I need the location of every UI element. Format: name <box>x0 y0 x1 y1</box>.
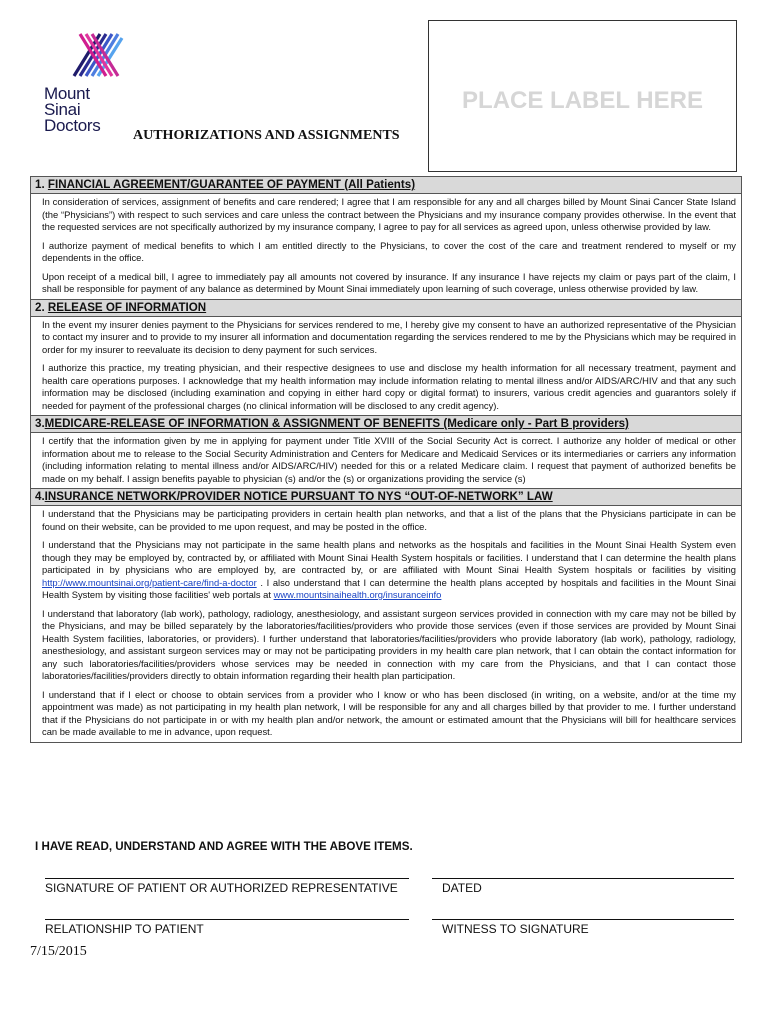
section-financial-agreement <box>31 177 741 299</box>
paragraph: I authorize payment of medical benefits to which I am entitled directly to the Physicians, to cover the cost of the care and treatment rendered to myself or my dependents in the office. <box>42 239 736 263</box>
section-heading <box>31 416 741 433</box>
section-title: FINANCIAL AGREEMENT/GUARANTEE OF PAYMENT (All Patients) <box>47 178 416 191</box>
logo-line-sinai: Sinai <box>44 100 81 119</box>
paragraph: I understand that the Physicians may be participating providers in certain health plan networks, and that a list of the plans that the Physicians participate in can be found on their website, can be provided to me upon request, and may be posted in the office. <box>42 508 736 532</box>
form-title: AUTHORIZATIONS AND ASSIGNMENTS <box>133 128 400 143</box>
paragraph-text: . I also understand that I can determine the health plans accepted by hospitals and facilities in the Mount Sinai Health System by visiting those facilities' web portals at <box>42 576 736 600</box>
place-label-text: PLACE LABEL HERE <box>462 87 703 114</box>
section-title: RELEASE OF INFORMATION <box>47 300 207 314</box>
agreement-statement: I HAVE READ, UNDERSTAND AND AGREE WITH THE ABOVE ITEMS. <box>35 840 413 853</box>
section-heading <box>31 177 741 194</box>
paragraph: I understand that laboratory (lab work), pathology, radiology, anesthesiology, and assistant surgeon services provided in connection with my care may not be billed by the Physicians, and may be billed separately by the laboratories/facilities/providers who provide those services (even if those services are provided by Mount Sinai Health System facilities, laboratories, or providers). I further understand that laboratories/facilities/providers who provide laboratory (lab work), pathology, radiology, anesthesiology, and assistant surgeon services may or may not be participating providers in my health care plan network, that I can obtain the contact information for any such laboratories/facilities/providers whose services may be needed in connection with my care from the Physicians, and that I can contact those laboratories/facilities/providers directly to obtain information regarding their health plan participation. <box>42 607 736 681</box>
paragraph: In consideration of services, assignment of benefits and care rendered; I agree that I am responsible for any and all charges billed by Mount Sinai Cancer State Island (the “Physicians”) with respect to such services and care unless the contract between the Physicians and my insurance company provides otherwise. In the event that the requested services are not specifically authorized by my insurance company, I agree to pay for all services as agreed upon, unless otherwise provided by law. <box>42 196 736 232</box>
relationship-label: RELATIONSHIP TO PATIENT <box>45 922 204 936</box>
logo-line-mount: Mount <box>44 84 90 103</box>
find-a-doctor-link[interactable]: http://www.mountsinai.org/patient-care/find-a-doctor <box>42 576 257 588</box>
section-heading <box>31 489 741 506</box>
section-medicare-release <box>31 415 741 488</box>
patient-signature-line[interactable] <box>45 878 409 879</box>
dated-label: DATED <box>442 881 482 895</box>
form-revision-date: 7/15/2015 <box>30 944 87 959</box>
paragraph-text: I understand that the Physicians may not participate in the same health plans and networks as the hospitals and facilities in the Mount Sinai Health System even though they may be employed by, contracted by, or affiliated with Mount Sinai Health System hospitals or facilities. I understand that I can determine the health plans participated in by physicians who are employed by, are contracted by, or are affiliated with Mount Sinai Health System hospitals or facilities by visiting <box>42 539 736 575</box>
witness-line[interactable] <box>432 919 734 920</box>
paragraph: I authorize this practice, my treating physician, and their respective designees to use and disclose my health information for all necessary treatment, payment and health care operations purposes. I acknowledge that my health information may include information relating to mental illness and/or AIDS/ARC/HIV and that any such information may be disclosed (including examination and copying in either hard copy or digital format) to insurers, various credit agencies and guarantors solely if needed for payment of the professional charges (no clinical information will be disclosed to any credit agency). <box>42 362 736 411</box>
paragraph: Upon receipt of a medical bill, I agree to immediately pay all amounts not covered by insurance. If any insurance I have rejects my claim or pays part of the claim, I shall be responsible for payment of any balance as determined by Mount Sinai immediately upon learning of such coverage, unless otherwise provided by law. <box>42 270 736 294</box>
date-line[interactable] <box>432 878 734 879</box>
paragraph-with-links <box>42 539 736 602</box>
section-number: 2. <box>35 300 45 314</box>
authorization-sections <box>30 176 742 743</box>
section-title: MEDICARE-RELEASE OF INFORMATION & ASSIGNMENT OF BENEFITS (Medicare only - Part B providers) <box>44 417 629 430</box>
witness-label: WITNESS TO SIGNATURE <box>442 922 589 936</box>
logo-wordmark <box>44 86 100 134</box>
section-number: 1. <box>35 178 45 191</box>
section-title: INSURANCE NETWORK/PROVIDER NOTICE PURSUANT TO NYS “OUT-OF-NETWORK” LAW <box>44 490 553 503</box>
patient-label-box <box>428 20 737 172</box>
logo-mark-icon <box>72 30 124 78</box>
relationship-line[interactable] <box>45 919 409 920</box>
section-number: 3. <box>35 417 45 430</box>
paragraph: I understand that if I elect or choose to obtain services from a provider who I know or who has been disclosed (in writing, on a website, and/or at the time my appointment was made) as not participating in my health plan network, I will be responsible for any and all charges billed by that provider to me. I further understand that if the Physicians do not participate in or with my health plan and/or network, the amount or estimated amount that the Physicians will bill for healthcare services can be made available to me in advance, upon request. <box>42 688 736 737</box>
section-number: 4. <box>35 490 45 503</box>
section-insurance-network-notice <box>31 488 741 742</box>
paragraph: I certify that the information given by me in applying for payment under Title XVIII of the Social Security Act is correct. I authorize any holder of medical or other information about me to release to the Social Security Administration and Centers for Medicare and Medicaid Services or its intermediaries or carriers any information (including information relating to mental illness and/or AIDS/ARC/HIV) needed for this or a related Medicare claim. I request that payment of authorized benefits be made on my behalf. I assign benefits payable to physician (s) and/or the (s) or organizations providing the service (s) <box>42 435 736 484</box>
section-release-of-information <box>31 299 741 416</box>
section-heading <box>31 300 741 317</box>
logo-line-doctors: Doctors <box>44 116 101 135</box>
paragraph: In the event my insurer denies payment to the Physicians for services rendered to me, I hereby give my consent to have an authorized representative of the Physician to contact my insurer and to provide to my insurer all information and documentation regarding the services rendered to me by the Physicians which may be required in order for my insurer to reevaluate its decision to deny payment for such services. <box>42 318 736 355</box>
patient-signature-label: SIGNATURE OF PATIENT OR AUTHORIZED REPRESENTATIVE <box>45 881 398 895</box>
insurance-info-link[interactable]: www.mountsinaihealth.org/insuranceinfo <box>273 589 442 600</box>
